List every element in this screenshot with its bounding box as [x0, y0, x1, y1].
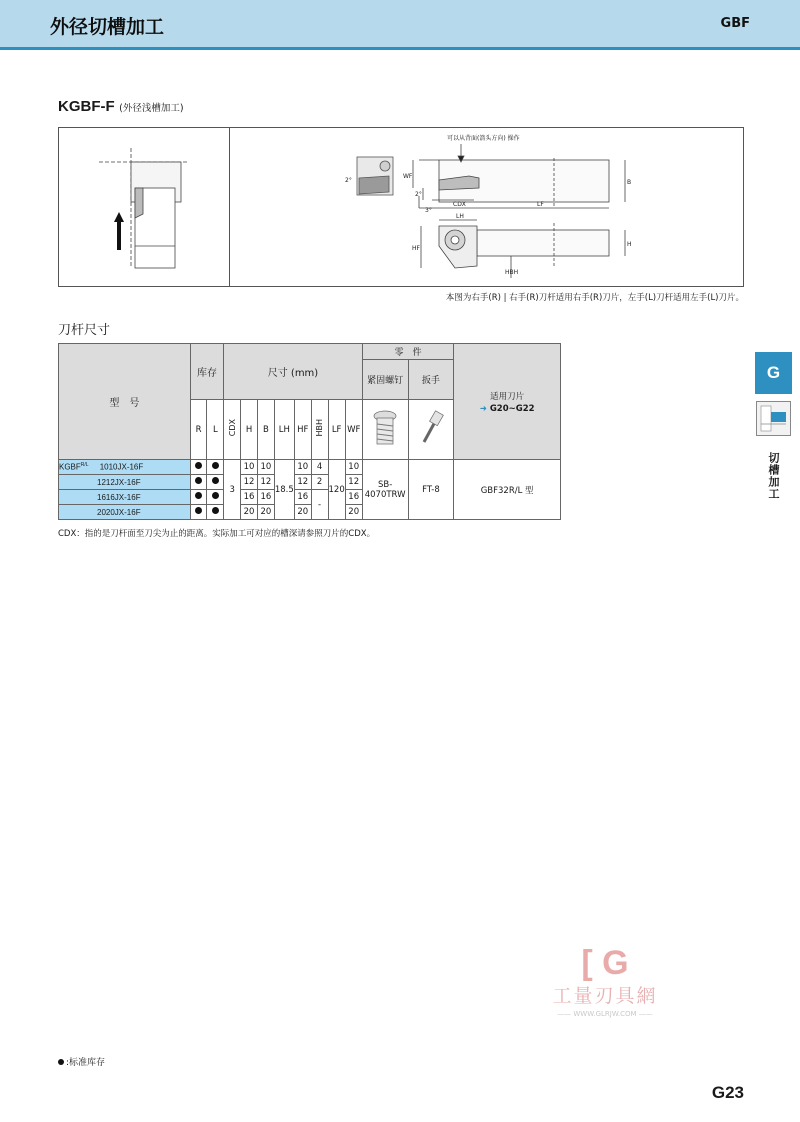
- wrench-icon: [416, 408, 446, 448]
- cell-hbh: 4: [311, 460, 328, 475]
- cell-insert: GBF32R/L 型: [454, 460, 561, 520]
- header-wf: WF: [345, 400, 362, 460]
- label-lh: LH: [456, 213, 464, 220]
- cell-b: 12: [257, 475, 274, 490]
- cell-lf: 120: [328, 460, 345, 520]
- stock-dot-icon: [58, 1059, 64, 1065]
- header-h: H: [241, 400, 258, 460]
- label-hbh: HBH: [505, 269, 519, 276]
- cell-b: 16: [257, 490, 274, 505]
- label-lf: LF: [537, 201, 544, 208]
- label-h: H: [627, 241, 632, 248]
- watermark: [535, 945, 675, 1018]
- cell-h: 16: [241, 490, 258, 505]
- label-cdx: CDX: [453, 201, 466, 208]
- header-screw: 紧固螺钉: [362, 360, 408, 400]
- header-b: B: [257, 400, 274, 460]
- stock-l: [207, 505, 224, 520]
- header-l: L: [207, 400, 224, 460]
- technical-diagram: [58, 127, 744, 287]
- wrench-image: [408, 400, 454, 460]
- header-wrench: 扳手: [408, 360, 454, 400]
- header-cdx: CDX: [224, 400, 241, 460]
- legend-text: :标准库存: [66, 1058, 106, 1068]
- label-angle2: 2°: [415, 191, 422, 198]
- header-stock: 库存: [190, 344, 224, 400]
- stock-l: [207, 475, 224, 490]
- table-section-title: 刀杆尺寸: [58, 323, 111, 338]
- cdx-note: CDX：指的是刀杆面至刀尖为止的距离。实际加工可对应的槽深请参照刀片的CDX。: [58, 529, 376, 539]
- insert-label: 适用刀片: [490, 391, 525, 402]
- model-prefix: KGBF: [59, 462, 81, 472]
- stock-r: [190, 505, 207, 520]
- cell-screw: SB-4070TRW: [362, 460, 408, 520]
- model-name: KGBF-F: [58, 98, 115, 115]
- model-code: 1010JX-16F: [99, 462, 144, 472]
- stock-dot-icon: [212, 477, 219, 484]
- side-tab-g[interactable]: G: [755, 352, 792, 394]
- stock-dot-icon: [195, 462, 202, 469]
- label-angle3: 3°: [425, 207, 432, 214]
- table-row-model-0: [59, 460, 191, 475]
- cell-hf: 12: [294, 475, 311, 490]
- page-header: [0, 0, 800, 50]
- insert-ref: [454, 404, 560, 414]
- insert-ref-text: G20~G22: [489, 403, 535, 414]
- table-row-model-3: 2020JX-16F: [59, 505, 191, 520]
- model-subtitle: (外径浅槽加工): [119, 103, 184, 114]
- stock-l: [207, 460, 224, 475]
- stock-dot-icon: [212, 462, 219, 469]
- header-model: 型 号: [59, 344, 191, 460]
- side-tab-label: 切槽加工: [767, 452, 780, 500]
- header-lh: LH: [274, 400, 294, 460]
- label-wf: WF: [403, 173, 413, 180]
- stock-dot-icon: [195, 477, 202, 484]
- label-angle1: 2°: [345, 177, 352, 184]
- header-dims: 尺寸 (mm): [224, 344, 362, 400]
- header-insert: [454, 344, 561, 460]
- watermark-name: 工量刃具網: [552, 985, 658, 1007]
- page-number: G23: [711, 1083, 744, 1102]
- header-hbh: HBH: [311, 400, 328, 460]
- spec-table: [58, 343, 561, 520]
- grooving-category-icon: [756, 401, 791, 436]
- stock-legend: [58, 1055, 105, 1068]
- stock-dot-icon: [212, 492, 219, 499]
- cell-wf: 12: [345, 475, 362, 490]
- cell-h: 20: [241, 505, 258, 520]
- cell-wf: 16: [345, 490, 362, 505]
- header-parts: 零 件: [362, 344, 454, 360]
- cell-hf: 16: [294, 490, 311, 505]
- arrow-right-icon: ➜: [479, 403, 487, 414]
- watermark-url: —— WWW.GLRJW.COM ——: [557, 1010, 653, 1018]
- screw-image: [362, 400, 408, 460]
- page-title: 外径切槽加工: [50, 16, 165, 38]
- cell-h: 12: [241, 475, 258, 490]
- table-row-model-2: 1616JX-16F: [59, 490, 191, 505]
- table-row-model-1: 1212JX-16F: [59, 475, 191, 490]
- stock-dot-icon: [195, 492, 202, 499]
- cell-b: 10: [257, 460, 274, 475]
- stock-r: [190, 460, 207, 475]
- cell-hf: 20: [294, 505, 311, 520]
- cell-wrench: FT-8: [408, 460, 454, 520]
- stock-dot-icon: [212, 507, 219, 514]
- label-operation: 可以从背面(箭头方向) 操作: [447, 135, 520, 142]
- hand-note: 本图为右手(R) | 右手(R)刀杆适用右手(R)刀片，左手(L)刀杆适用左手(L)刀片。: [445, 293, 744, 303]
- stock-r: [190, 475, 207, 490]
- label-hf: HF: [412, 245, 420, 252]
- stock-l: [207, 490, 224, 505]
- section-title: [58, 98, 184, 115]
- diagram-drawing: [59, 128, 745, 288]
- cell-hbh: 2: [311, 475, 328, 490]
- header-r: R: [190, 400, 207, 460]
- cell-hbh: -: [311, 490, 328, 520]
- cell-wf: 10: [345, 460, 362, 475]
- cell-hf: 10: [294, 460, 311, 475]
- stock-dot-icon: [195, 507, 202, 514]
- cell-h: 10: [241, 460, 258, 475]
- cell-wf: 20: [345, 505, 362, 520]
- stock-r: [190, 490, 207, 505]
- category-code: GBF: [720, 16, 750, 31]
- header-hf: HF: [294, 400, 311, 460]
- watermark-logo: [ G: [581, 944, 629, 982]
- label-b: B: [627, 179, 632, 186]
- cell-lh: 18.5: [274, 460, 294, 520]
- model-suffix: R/L: [80, 462, 89, 469]
- screw-icon: [370, 408, 400, 448]
- cell-b: 20: [257, 505, 274, 520]
- cell-cdx: 3: [224, 460, 241, 520]
- header-lf: LF: [328, 400, 345, 460]
